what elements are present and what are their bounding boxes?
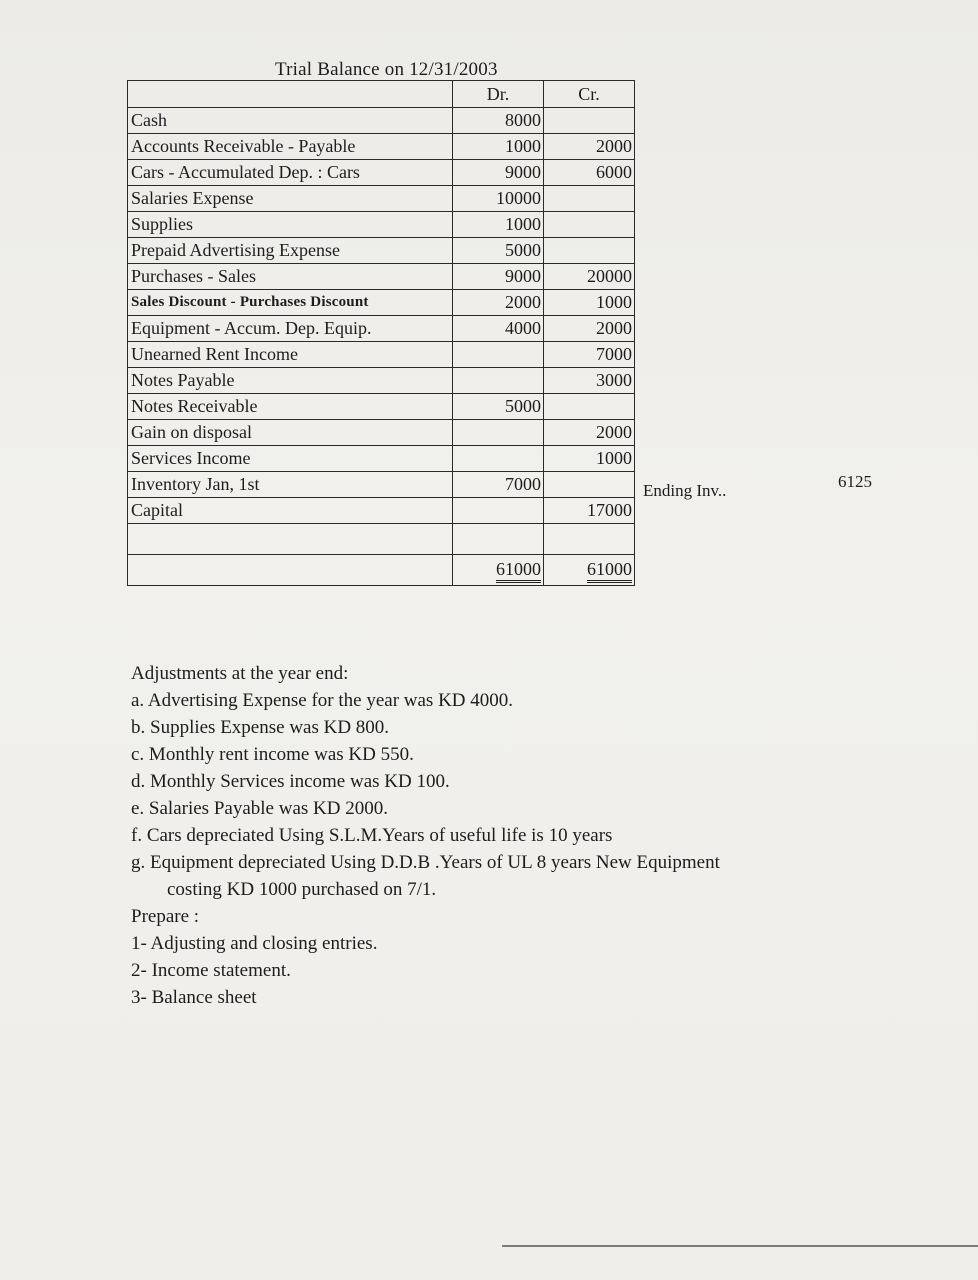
prepare-item: 3- Balance sheet [131,987,257,1008]
table-row [128,238,635,264]
table-row [128,108,635,134]
credit-amount: 2000 [544,420,635,446]
adjustment-item: f. Cars depreciated Using S.L.M.Years of useful life is 10 years [131,825,613,846]
debit-total: 61000 [496,558,541,583]
account-name: Cash [128,108,453,134]
credit-amount: 2000 [544,134,635,160]
adjustment-item: e. Salaries Payable was KD 2000. [131,798,388,819]
table-row [128,368,635,394]
account-name: Sales Discount - Purchases Discount [128,290,453,316]
debit-amount: 5000 [453,238,544,264]
credit-amount: 6000 [544,160,635,186]
table-row [128,394,635,420]
adjustment-item: c. Monthly rent income was KD 550. [131,744,414,765]
prepare-item: 1- Adjusting and closing entries. [131,933,378,954]
divider [502,1245,978,1247]
ending-inventory-value: 6125 [838,472,872,491]
page-title: Trial Balance on 12/31/2003 [275,59,498,80]
account-name: Supplies [128,212,453,238]
credit-amount: 2000 [544,316,635,342]
account-name: Inventory Jan, 1st [128,472,453,498]
debit-amount: 4000 [453,316,544,342]
account-name: Accounts Receivable - Payable [128,134,453,160]
account-name: Notes Receivable [128,394,453,420]
account-name: Unearned Rent Income [128,342,453,368]
credit-amount [544,238,635,264]
adjustments-heading: Adjustments at the year end: [131,663,349,684]
account-name: Prepaid Advertising Expense [128,238,453,264]
credit-amount: 3000 [544,368,635,394]
account-name: Notes Payable [128,368,453,394]
table-row [128,472,635,498]
credit-amount [544,212,635,238]
account-column-header [128,81,453,108]
blank-row [128,524,635,555]
credit-column-header: Cr. [544,81,635,108]
debit-amount [453,368,544,394]
table-row [128,446,635,472]
table-row [128,134,635,160]
table-row [128,186,635,212]
debit-amount: 9000 [453,264,544,290]
debit-amount [453,420,544,446]
prepare-heading: Prepare : [131,906,200,927]
debit-amount: 1000 [453,212,544,238]
account-name: Capital [128,498,453,524]
table-row [128,160,635,186]
trial-balance-table [127,80,635,586]
debit-amount: 7000 [453,472,544,498]
adjustment-item-continuation: costing KD 1000 purchased on 7/1. [167,879,437,900]
debit-column-header: Dr. [453,81,544,108]
debit-amount: 9000 [453,160,544,186]
credit-amount: 7000 [544,342,635,368]
account-name: Services Income [128,446,453,472]
table-row [128,316,635,342]
adjustments-section [131,660,831,1011]
prepare-item: 2- Income statement. [131,960,291,981]
totals-row [128,555,635,586]
account-name: Cars - Accumulated Dep. : Cars [128,160,453,186]
account-name: Salaries Expense [128,186,453,212]
adjustment-item: g. Equipment depreciated Using D.D.B .Years of UL 8 years New Equipment [131,852,720,873]
adjustment-item: b. Supplies Expense was KD 800. [131,717,390,738]
debit-amount: 10000 [453,186,544,212]
credit-amount: 17000 [544,498,635,524]
table-row [128,290,635,316]
debit-amount [453,498,544,524]
debit-amount: 1000 [453,134,544,160]
debit-amount: 2000 [453,290,544,316]
debit-amount [453,446,544,472]
table-row [128,342,635,368]
ending-inventory-label: Ending Inv.. [643,481,727,500]
account-name: Equipment - Accum. Dep. Equip. [128,316,453,342]
credit-amount: 20000 [544,264,635,290]
account-name: Purchases - Sales [128,264,453,290]
debit-amount: 5000 [453,394,544,420]
credit-amount [544,472,635,498]
credit-amount [544,186,635,212]
credit-amount: 1000 [544,290,635,316]
credit-amount [544,394,635,420]
adjustment-item: a. Advertising Expense for the year was KD 4000. [131,690,514,711]
table-row [128,264,635,290]
adjustment-item: d. Monthly Services income was KD 100. [131,771,450,792]
credit-total: 61000 [587,558,632,583]
table-row [128,498,635,524]
debit-amount: 8000 [453,108,544,134]
table-header-row [128,81,635,108]
table-row [128,212,635,238]
credit-amount: 1000 [544,446,635,472]
debit-amount [453,342,544,368]
credit-amount [544,108,635,134]
table-row [128,420,635,446]
account-name: Gain on disposal [128,420,453,446]
